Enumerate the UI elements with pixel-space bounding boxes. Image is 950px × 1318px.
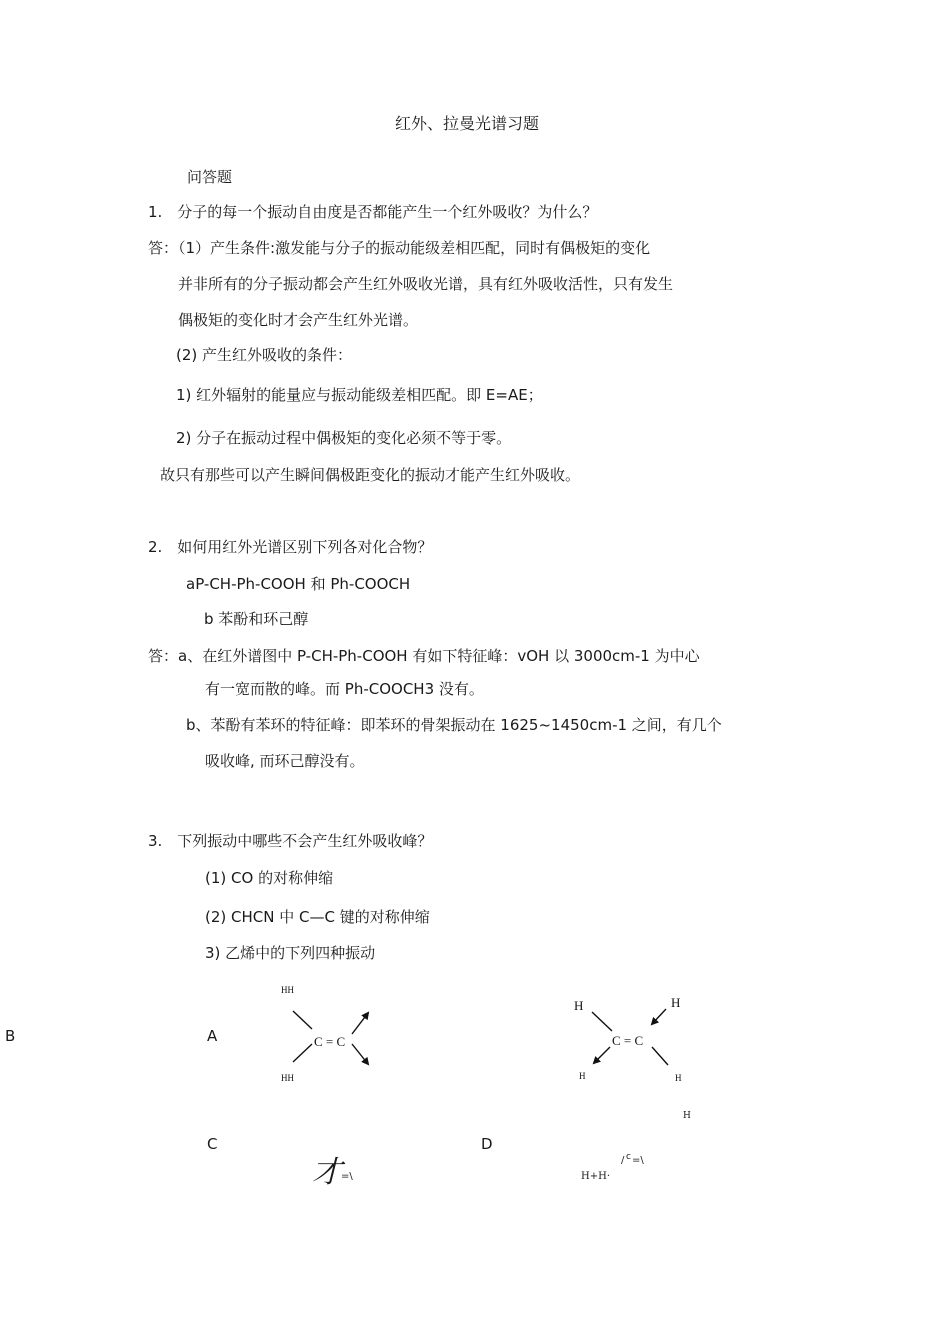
q3-item: (2) CHCN 中 C—C 键的对称伸缩 <box>205 908 430 926</box>
mol-b-h-label: H <box>671 995 681 1010</box>
q1-answer-line: (2) 产生红外吸收的条件： <box>176 346 353 364</box>
mol-d-mid: / <box>621 1155 625 1166</box>
bond-line <box>293 1044 312 1062</box>
arrow <box>652 1009 666 1024</box>
q1-answer-line: 并非所有的分子振动都会产生红外吸收光谱，具有红外吸收活性，只有发生 <box>178 275 674 293</box>
q2-answer-line: b、苯酚有苯环的特征峰：即苯环的骨架振动在 1625~1450cm-1 之间，有几个 <box>186 716 722 734</box>
bond-line <box>592 1012 612 1031</box>
q1-answer-line: 偶极矩的变化时才会产生红外光谱。 <box>178 311 419 329</box>
mol-b-h-label: H <box>675 1073 682 1083</box>
arrow <box>352 1013 368 1034</box>
mol-a-bottom-label: HH <box>281 1073 294 1083</box>
mol-d-eq: =\ <box>632 1155 644 1166</box>
q2-item-b: b 苯酚和环己醇 <box>204 610 309 628</box>
question-2: 2. 如何用红外光谱区别下列各对化合物？ <box>148 538 433 556</box>
mol-d-top: H <box>683 1111 691 1121</box>
q2-answer-line: 答：a、在红外谱图中 P-CH-Ph-COOH 有如下特征峰：vOH 以 3000cm-1 为中心 <box>148 647 700 665</box>
bond-line <box>293 1011 312 1029</box>
arrow <box>352 1044 368 1064</box>
figure-label-c: C <box>207 1135 218 1153</box>
q2-answer-line: 吸收峰, 而环己醇没有。 <box>205 752 365 770</box>
mol-b-h-label: H <box>574 998 584 1013</box>
mol-a-top-label: HH <box>281 985 294 995</box>
mol-a-center-label: C = C <box>314 1034 346 1049</box>
question-1: 1. 分子的每一个振动自由度是否都能产生一个红外吸收？为什么？ <box>148 203 598 221</box>
mol-b-center-label: C = C <box>612 1033 644 1048</box>
arrow <box>594 1047 610 1063</box>
mol-c-glyph: 才 <box>312 1155 342 1190</box>
figure-label-b: B <box>5 1027 16 1045</box>
question-3: 3. 下列振动中哪些不会产生红外吸收峰？ <box>148 832 433 850</box>
mol-c-text: =\ <box>341 1171 353 1182</box>
q1-answer-line: 故只有那些可以产生瞬间偶极距变化的振动才能产生红外吸收。 <box>160 466 581 484</box>
figure-label-a: A <box>207 1027 218 1045</box>
q1-answer-line: 答：（1）产生条件:激发能与分子的振动能级差相匹配，同时有偶极矩的变化 <box>148 239 651 257</box>
q1-answer-line: 2) 分子在振动过程中偶极矩的变化必须不等于零。 <box>176 429 512 447</box>
q3-item: 3) 乙烯中的下列四种振动 <box>205 944 376 962</box>
mol-b-h-label: H <box>579 1071 586 1081</box>
section-heading: 问答题 <box>187 168 233 186</box>
q1-answer-line: 1) 红外辐射的能量应与振动能级差相匹配。即 E=AE； <box>176 386 543 404</box>
figure-label-d: D <box>481 1135 493 1153</box>
mol-d-c: c <box>626 1152 631 1162</box>
q2-item-a: aP-CH-Ph-COOH 和 Ph-COOCH <box>186 575 411 593</box>
ethylene-vibration-b <box>570 990 700 1085</box>
bond-line <box>652 1047 668 1065</box>
ethylene-vibration-a <box>275 984 385 1084</box>
mol-d-left: H+H· <box>581 1171 610 1182</box>
q2-answer-line: 有一宽而散的峰。而 Ph-COOCH3 没有。 <box>205 680 484 698</box>
q3-item: (1) CO 的对称伸缩 <box>205 869 334 887</box>
page-title: 红外、拉曼光谱习题 <box>395 114 540 133</box>
